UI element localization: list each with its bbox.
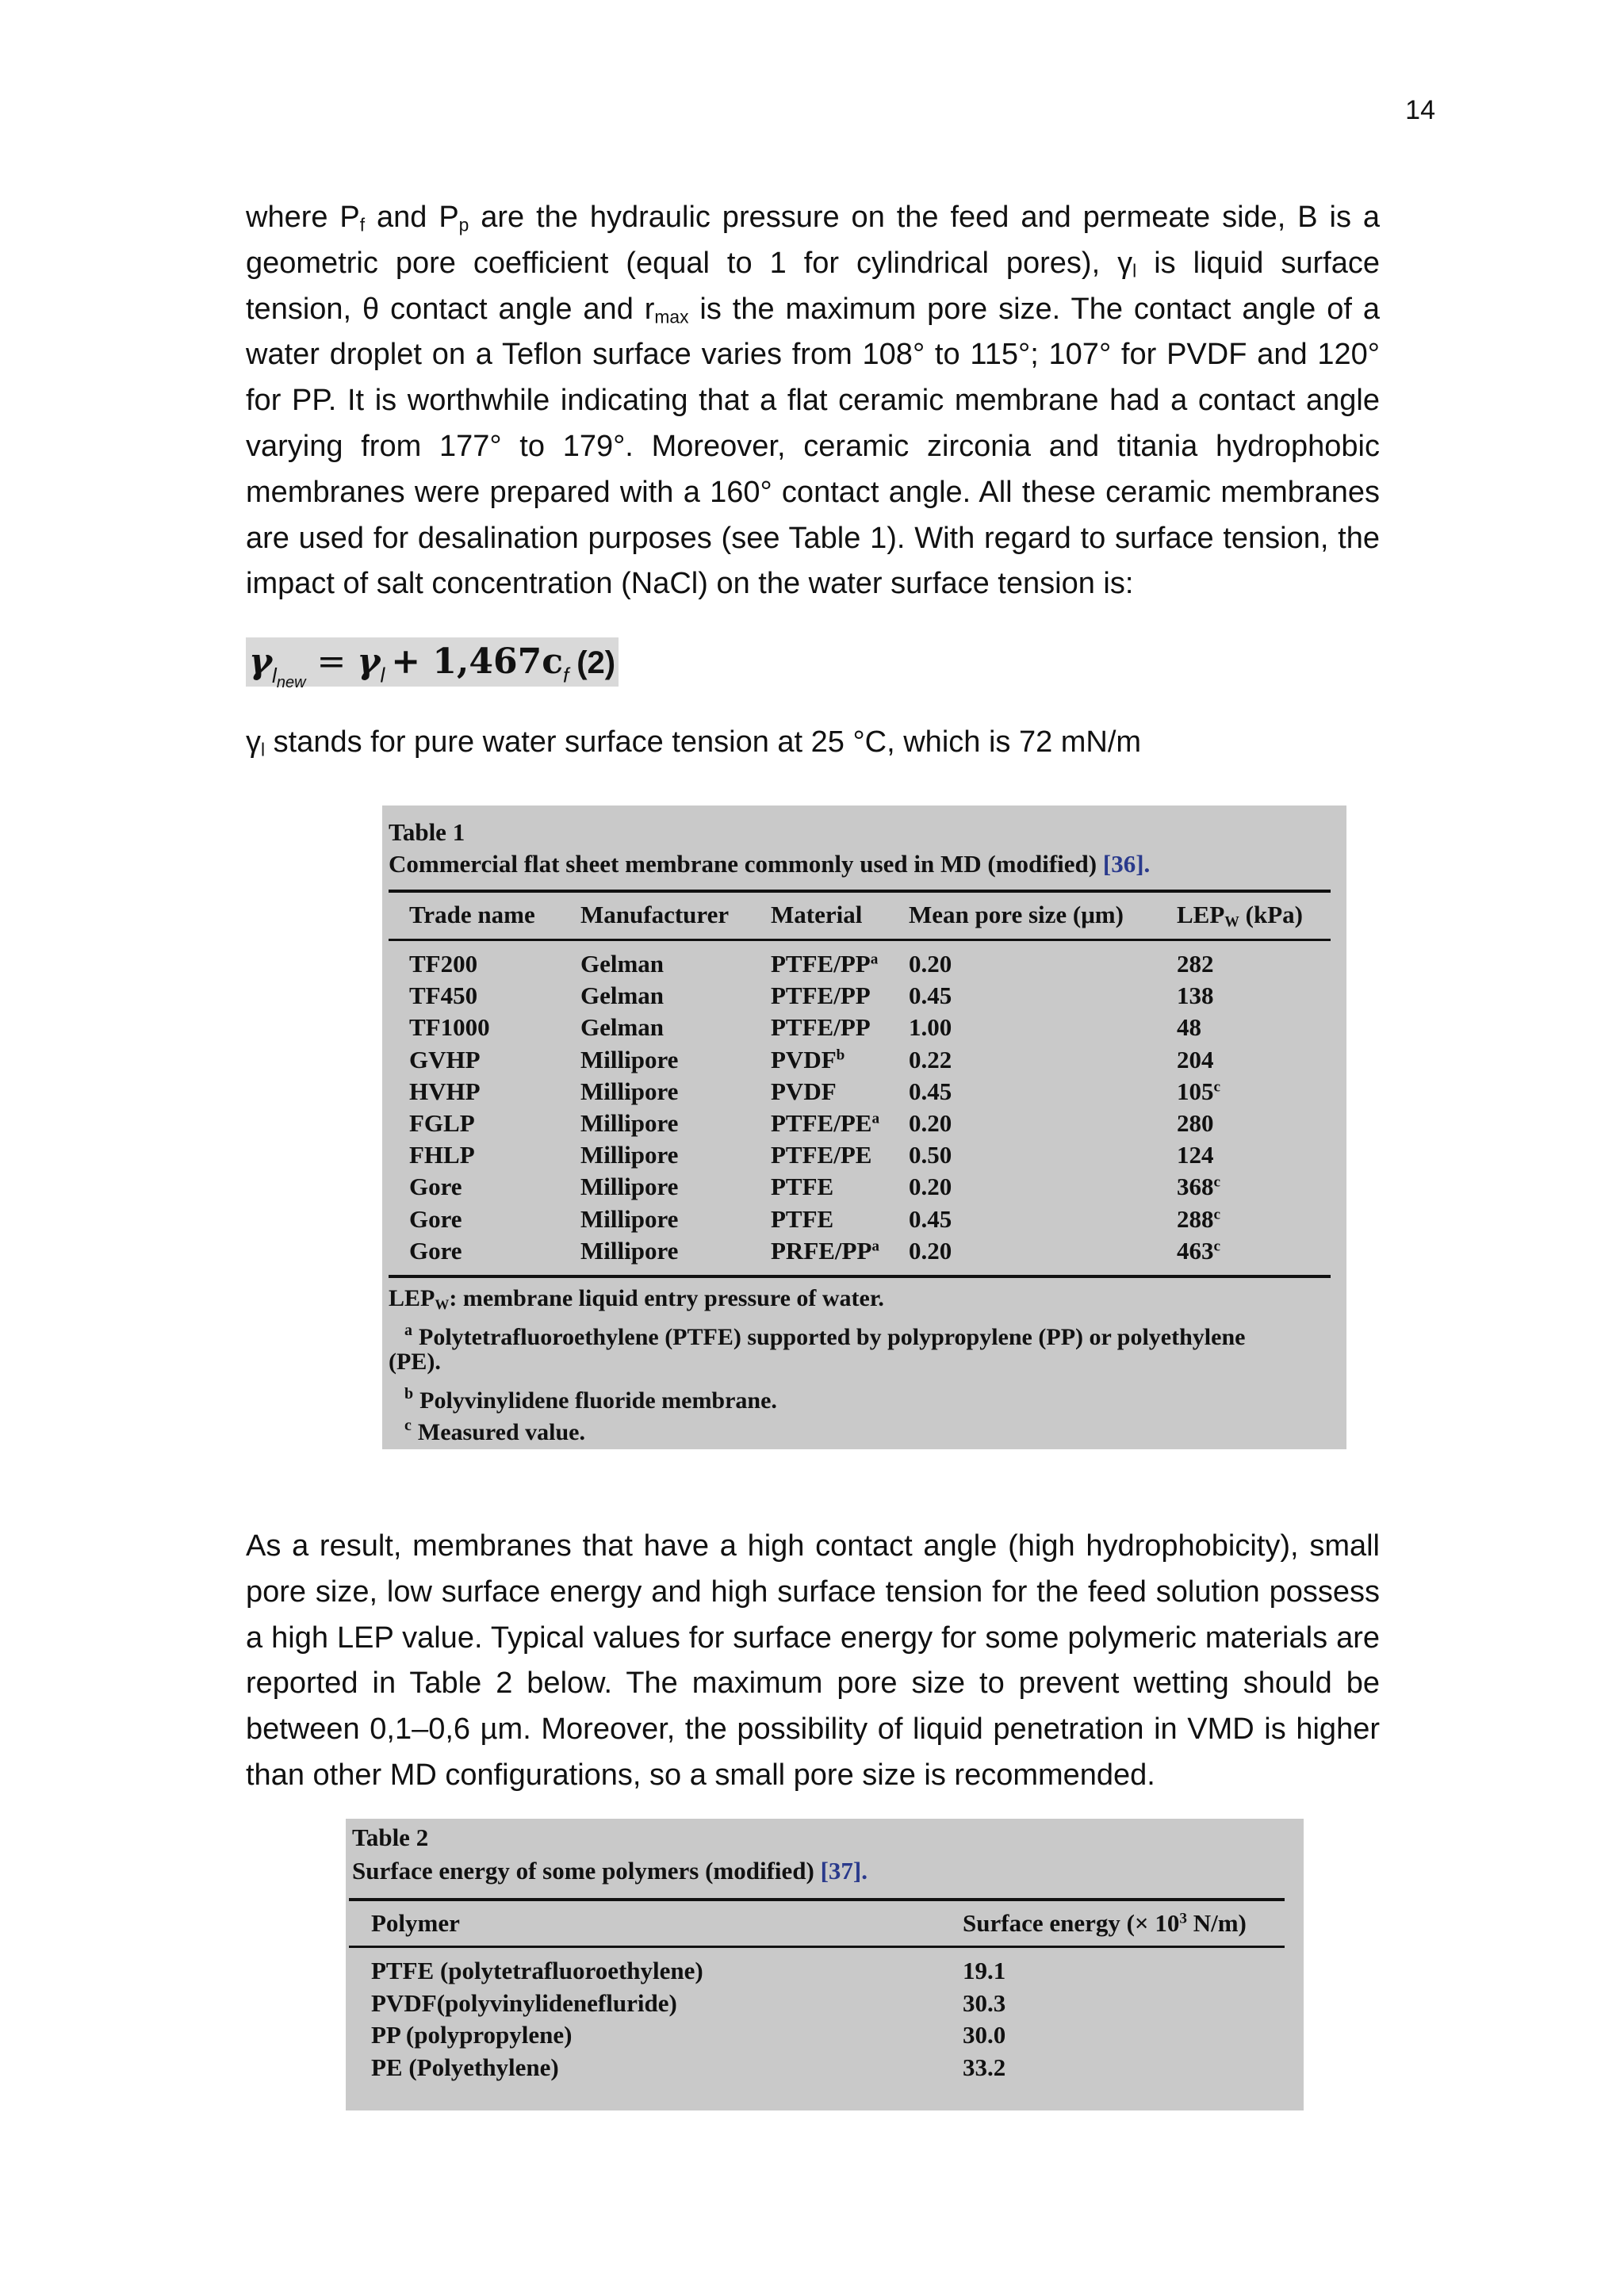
cell-lep: 288$^c$ [1177,1204,1221,1233]
cell-manufacturer: Gelman [580,982,665,1010]
table-2-top-rule [349,1898,1285,1901]
cell-trade-name: TF200 [409,950,478,978]
cell-material: PTFE/PP [771,1013,871,1042]
cell-manufacturer: Millipore [580,1204,679,1233]
cell-trade-name: TF1000 [409,1013,490,1042]
cell-manufacturer: Millipore [580,1173,679,1201]
footnote-c: $^c$ Measured value. [404,1417,585,1445]
paragraph-2: As a result, membranes that have a high contact angle (high hydrophobicity), small pore size, low surface energy and high surface tension for the feed solution possess a high LEP value. Typical values for surface energy for some polymeric materials are reported in Table 2 below. The maximum pore size to prevent wetting should be between 0,1–0,6 µm. Moreover, the possibility of liquid penetration in VMD is higher than other MD configurations, so a small pore size is recommended. [246,1529,1380,1792]
table-2-reference-link[interactable]: [37]. [820,1857,868,1885]
table-2 [346,1819,1304,2110]
cell-trade-name: FGLP [409,1109,475,1137]
table-1-bottom-rule [389,1275,1331,1278]
cell-trade-name: GVHP [409,1045,481,1073]
cell-material: PTFE/PE$^a$ [771,1109,880,1137]
footnote-a: $^a$ Polytetrafluoroethylene (PTFE) supported by polypropylene (PP) or polyethylene [404,1322,1246,1350]
cell-lep: 124 [1177,1141,1214,1169]
equation-2: $\gamma_{l_{new}}= \gamma_l + 1,467c_f$ (2) [246,637,619,687]
table-2-caption: Surface energy of some polymers (modified) [37]. [352,1857,868,1885]
col-material: Material [771,901,863,928]
page-number: 14 [1405,95,1435,125]
cell-surface-energy: 19.1 [963,1957,1006,1984]
cell-material: PTFE/PP [771,982,871,1010]
cell-polymer: PVDF(polyvinylidenefluride) [371,1988,677,2017]
cell-manufacturer: Gelman [580,950,665,978]
cell-manufacturer: Millipore [580,1141,679,1169]
table-1-header-rule [389,939,1331,941]
cell-pore-size: 0.45 [909,1077,952,1105]
cell-lep: 368$^c$ [1177,1173,1221,1201]
cell-surface-energy: 30.0 [963,2021,1006,2049]
cell-manufacturer: Millipore [580,1045,679,1073]
cell-trade-name: TF450 [409,982,478,1010]
cell-manufacturer: Millipore [580,1236,679,1265]
cell-polymer: PTFE (polytetrafluoroethylene) [371,1957,703,1984]
cell-lep: 48 [1177,1013,1201,1042]
cell-pore-size: 0.20 [909,1236,952,1265]
cell-material: PVDF [771,1077,837,1105]
table-1-reference-link[interactable]: [36]. [1102,850,1151,878]
cell-trade-name: FHLP [409,1141,475,1169]
cell-manufacturer: Gelman [580,1013,665,1042]
table-1-label: Table 1 [389,818,465,846]
cell-lep: 280 [1177,1109,1214,1137]
cell-trade-name: Gore [409,1173,462,1201]
cell-pore-size: 0.20 [909,1109,952,1137]
col-polymer: Polymer [371,1909,460,1937]
cell-lep: 463$^c$ [1177,1236,1221,1265]
surface-tension-note: $\gamma_l$ stands for pure water surface tension at 25 °C, which is 72 mN/m [246,725,1142,760]
cell-manufacturer: Millipore [580,1109,679,1137]
cell-polymer: PP (polypropylene) [371,2021,573,2049]
col-trade-name: Trade name [409,901,535,928]
cell-pore-size: 1.00 [909,1013,952,1042]
footnote-lep: $LEP_W$: membrane liquid entry pressure of water. [389,1285,884,1313]
cell-material: PTFE [771,1173,834,1201]
footnote-a-continued: (PE). [389,1349,441,1375]
cell-lep: 204 [1177,1045,1214,1073]
cell-pore-size: 0.50 [909,1141,952,1169]
cell-surface-energy: 33.2 [963,2053,1006,2081]
table-2-header-rule [349,1946,1285,1948]
cell-pore-size: 0.22 [909,1045,952,1073]
cell-surface-energy: 30.3 [963,1988,1006,2017]
col-manufacturer: Manufacturer [580,901,730,928]
table-1 [382,806,1346,1449]
cell-trade-name: Gore [409,1236,462,1265]
cell-lep: 105$^c$ [1177,1077,1221,1105]
cell-material: PTFE [771,1204,834,1233]
col-lep: $LEP_W$ (kPa) [1177,901,1303,931]
table-1-caption: Commercial flat sheet membrane commonly used in MD (modified) [36]. [389,850,1151,878]
cell-pore-size: 0.20 [909,950,952,978]
cell-material: PRFE/PP$^a$ [771,1236,880,1265]
cell-pore-size: 0.45 [909,982,952,1010]
cell-material: PVDF$^b$ [771,1045,845,1073]
cell-lep: 282 [1177,950,1214,978]
footnote-b: $^b$ Polyvinylidene fluoride membrane. [404,1385,777,1414]
cell-material: PTFE/PP$^a$ [771,950,879,978]
cell-polymer: PE (Polyethylene) [371,2053,559,2081]
cell-material: PTFE/PE [771,1141,872,1169]
table-1-top-rule [389,890,1331,893]
cell-pore-size: 0.20 [909,1173,952,1201]
cell-trade-name: Gore [409,1204,462,1233]
col-surface-energy: Surface energy (× 10$^3$ N/m) [963,1909,1247,1937]
col-pore-size: Mean pore size (μm) [909,901,1124,928]
cell-pore-size: 0.45 [909,1204,952,1233]
paragraph-1: where $P_f$ and $P_p$ are the hydraulic pressure on the feed and permeate side, B is a geometric pore coefficient (equal to 1 for cylindrical pores), $\gamma_l$ is liquid surface tension, θ contact angle and $r_{max}$ is the maximum pore size. The contact angle of a water droplet on a Teflon surface varies from 108° to 115°; 107° for PVDF and 120° for PP. It is worthwhile indicating that a flat ceramic membrane had a contact angle varying from 177° to 179°. Moreover, ceramic zirconia and titania hydrophobic membranes were prepared with a 160° contact angle. All these ceramic membranes are used for desalination purposes (see Table 1). With regard to surface tension, the impact of salt concentration (NaCl) on the water surface tension is: [246,201,1380,601]
cell-manufacturer: Millipore [580,1077,679,1105]
cell-lep: 138 [1177,982,1214,1010]
cell-trade-name: HVHP [409,1077,481,1105]
table-2-label: Table 2 [352,1823,429,1851]
